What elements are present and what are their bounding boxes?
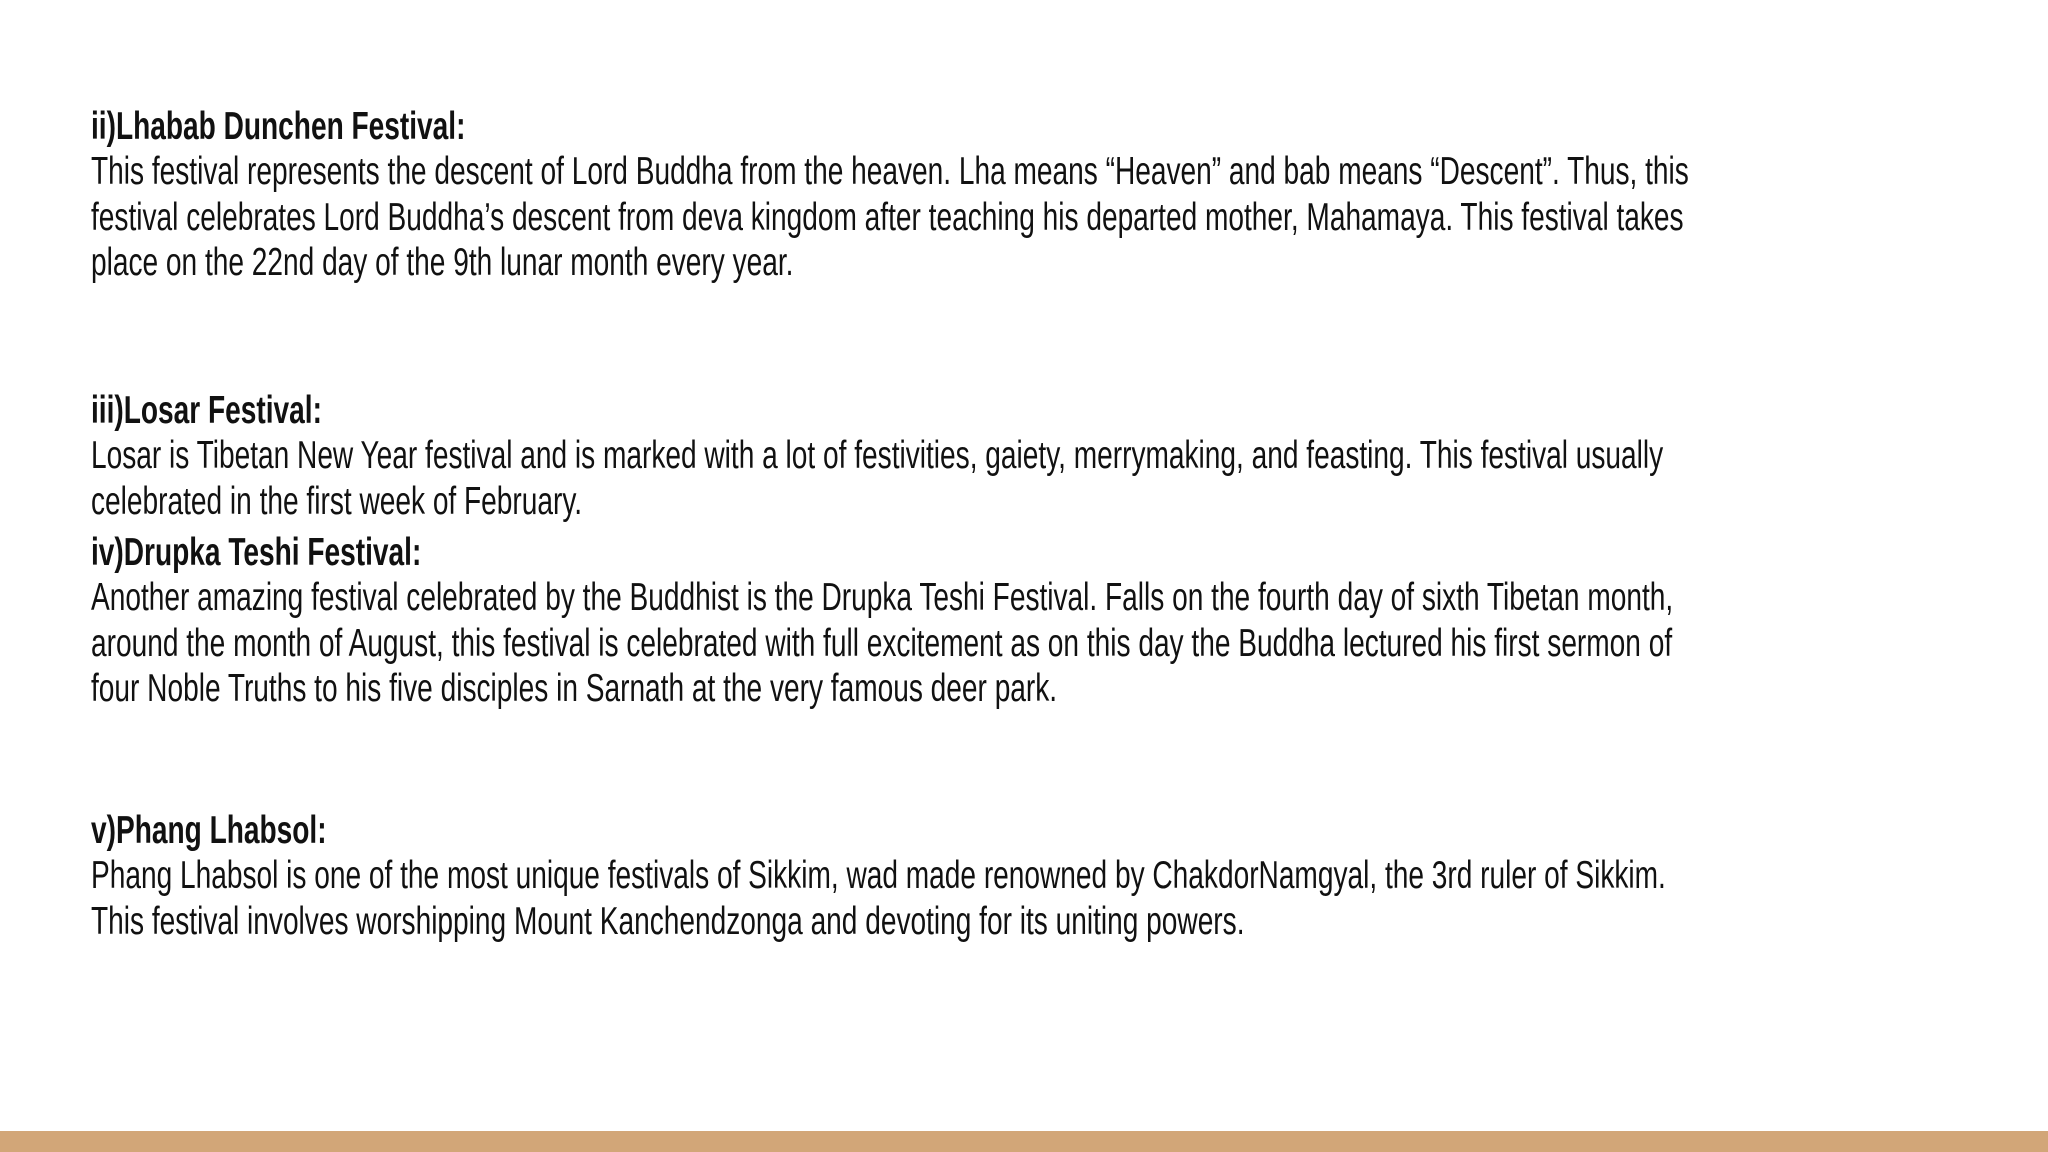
footer-accent-bar [0, 1131, 2048, 1152]
section-heading: iv)Drupka Teshi Festival: [91, 531, 422, 574]
section-drupka-teshi [91, 530, 2011, 712]
paragraph-line: four Noble Truths to his five disciples in Sarnath at the very famous deer park. [91, 667, 1058, 710]
paragraph-line: around the month of August, this festival is celebrated with full excitement as on this day the Buddha lectured his first sermon of [91, 621, 1673, 665]
paragraph-line: This festival involves worshipping Mount Kanchendzonga and devoting for its uniting powers. [91, 899, 1245, 943]
section-heading: ii)Lhabab Dunchen Festival: [91, 105, 466, 148]
section-heading: iii)Losar Festival: [91, 389, 322, 432]
paragraph-line: festival celebrates Lord Buddha’s descent from deva kingdom after teaching his departed mother, Mahamaya. This festival takes [91, 195, 1684, 239]
paragraph-line: Phang Lhabsol is one of the most unique festivals of Sikkim, wad made renowned by ChakdorNamgyal, the 3rd ruler of Sikkim. [91, 854, 1666, 897]
section-losar [91, 388, 2011, 524]
section-phang-lhabsol [91, 808, 2011, 944]
paragraph-line: place on the 22nd day of the 9th lunar month every year. [91, 241, 794, 284]
paragraph-line: This festival represents the descent of Lord Buddha from the heaven. Lha means “Heaven” and bab means “Descent”. Thus, this [91, 150, 1689, 193]
paragraph-line: celebrated in the first week of February. [91, 479, 583, 523]
paragraph-line: Another amazing festival celebrated by the Buddhist is the Drupka Teshi Festival. Falls on the fourth day of sixth Tibetan month, [91, 576, 1674, 619]
section-lhabab-dunchen [91, 104, 2011, 286]
section-heading: v)Phang Lhabsol: [91, 809, 327, 852]
paragraph-line: Losar is Tibetan New Year festival and is marked with a lot of festivities, gaiety, merrymaking, and feasting. This festival usually [91, 434, 1664, 477]
